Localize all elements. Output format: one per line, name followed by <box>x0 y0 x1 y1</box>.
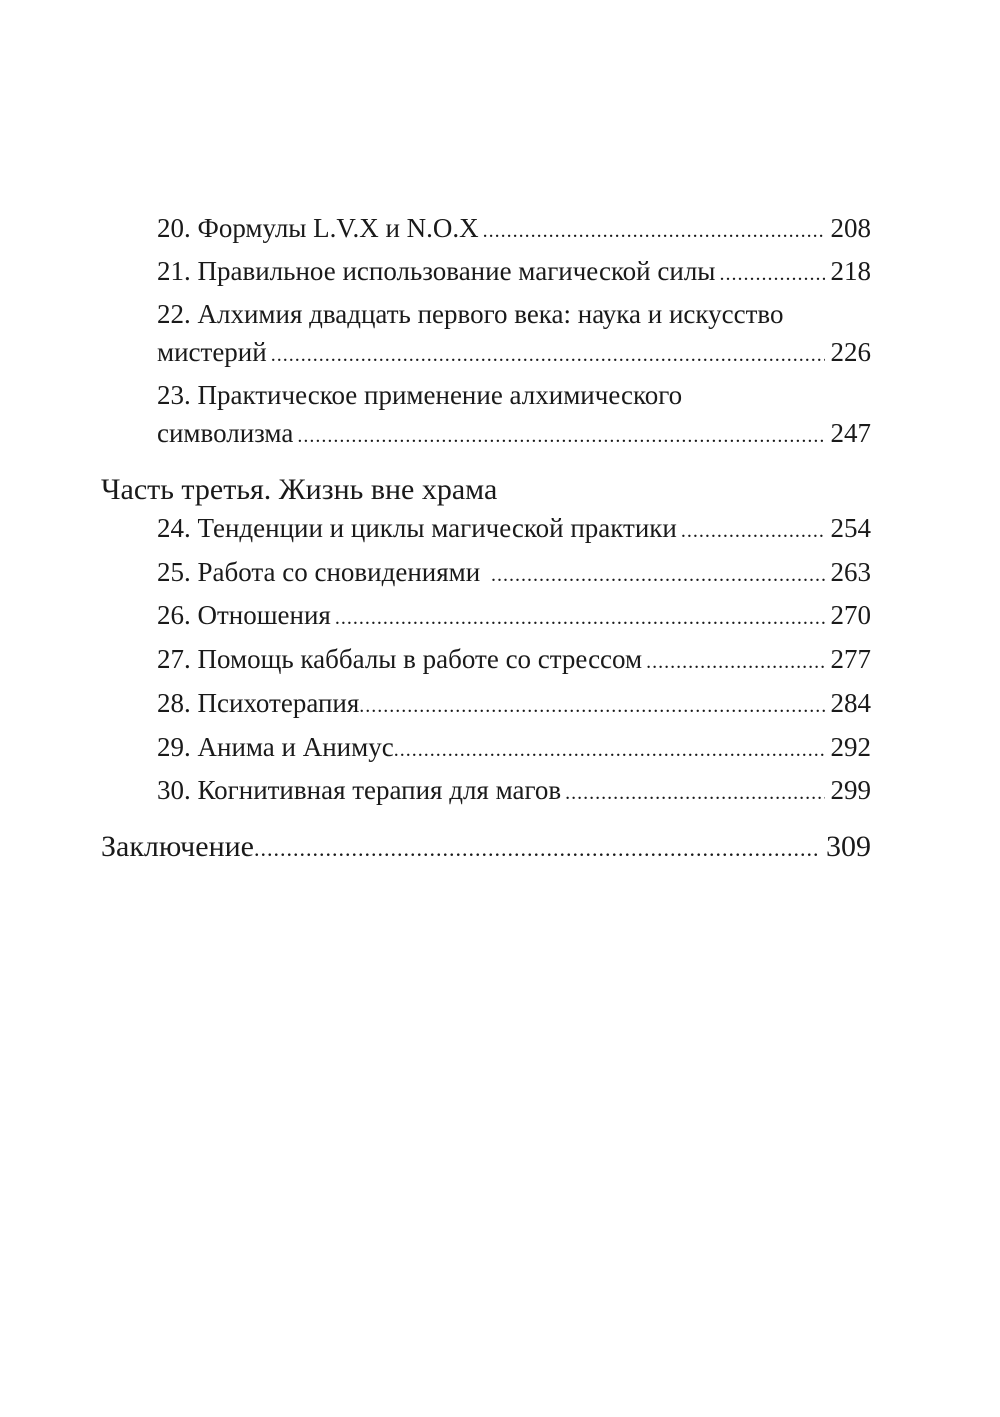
toc-entry-page: 277 <box>830 644 871 674</box>
dot-leader <box>271 338 825 372</box>
toc-entry-26 <box>157 598 871 635</box>
dot-leader <box>565 776 824 810</box>
toc-entry-27 <box>157 642 871 679</box>
toc-entry-title: 24. Тенденции и циклы магической практики <box>157 513 677 543</box>
dot-leader <box>297 419 824 453</box>
toc-entry-24 <box>157 511 871 548</box>
toc-entry-page: 218 <box>830 256 871 286</box>
toc-entry-20 <box>157 211 871 248</box>
toc-entry-title: Заключение <box>101 830 254 863</box>
toc-entry-page: 270 <box>830 600 871 630</box>
dot-leader <box>394 733 825 767</box>
toc-entry-29 <box>157 730 871 767</box>
dot-leader <box>719 257 824 291</box>
part-three-title: Часть третья. Жизнь вне храма <box>101 473 498 506</box>
toc-entry-page: 254 <box>830 513 871 543</box>
toc-entry-23-title-line1: 23. Практическое применение алхимического <box>157 380 683 410</box>
toc-entry-title: мистерий <box>157 337 267 367</box>
dot-leader <box>646 645 824 679</box>
toc-entry-30 <box>157 773 871 810</box>
toc-entry-title: 27. Помощь каббалы в работе со стрессом <box>157 644 643 674</box>
toc-entry-page: 284 <box>830 688 871 718</box>
toc-entry-page: 208 <box>830 213 871 243</box>
toc-entry-title: 29. Анима и Анимус <box>157 732 394 762</box>
toc-entry-21 <box>157 254 871 291</box>
dot-leader <box>335 601 825 635</box>
toc-entry-25 <box>157 555 871 592</box>
toc-entry-title: 20. Формулы L.V.X и N.O.X <box>157 213 479 243</box>
dot-leader <box>254 830 820 868</box>
toc-entry-title: 30. Когнитивная терапия для магов <box>157 775 562 805</box>
toc-entry-22-title-line1: 22. Алхимия двадцать первого века: наука и искусство <box>157 299 784 329</box>
toc-entry-22 <box>157 335 871 372</box>
toc-entry-title: 25. Работа со сновидениями <box>157 557 487 587</box>
toc-entry-page: 247 <box>830 418 871 448</box>
dot-leader <box>681 514 825 548</box>
toc-entry-page: 299 <box>830 775 871 805</box>
toc-entry-title: символизма <box>157 418 294 448</box>
toc-entry-28 <box>157 686 871 723</box>
toc-entry-page: 263 <box>830 557 871 587</box>
toc-entry-23 <box>157 416 871 453</box>
toc-entry-conclusion <box>101 828 871 868</box>
toc-entry-page: 292 <box>830 732 871 762</box>
toc-entry-title: 28. Психотерапия <box>157 688 360 718</box>
toc-entry-title: 21. Правильное использование магической силы <box>157 256 716 286</box>
toc-entry-page: 226 <box>830 337 871 367</box>
dot-leader <box>491 558 825 592</box>
toc-entry-page: 309 <box>826 830 871 863</box>
dot-leader <box>483 214 825 248</box>
toc-entry-title: 26. Отношения <box>157 600 331 630</box>
dot-leader <box>359 689 824 723</box>
